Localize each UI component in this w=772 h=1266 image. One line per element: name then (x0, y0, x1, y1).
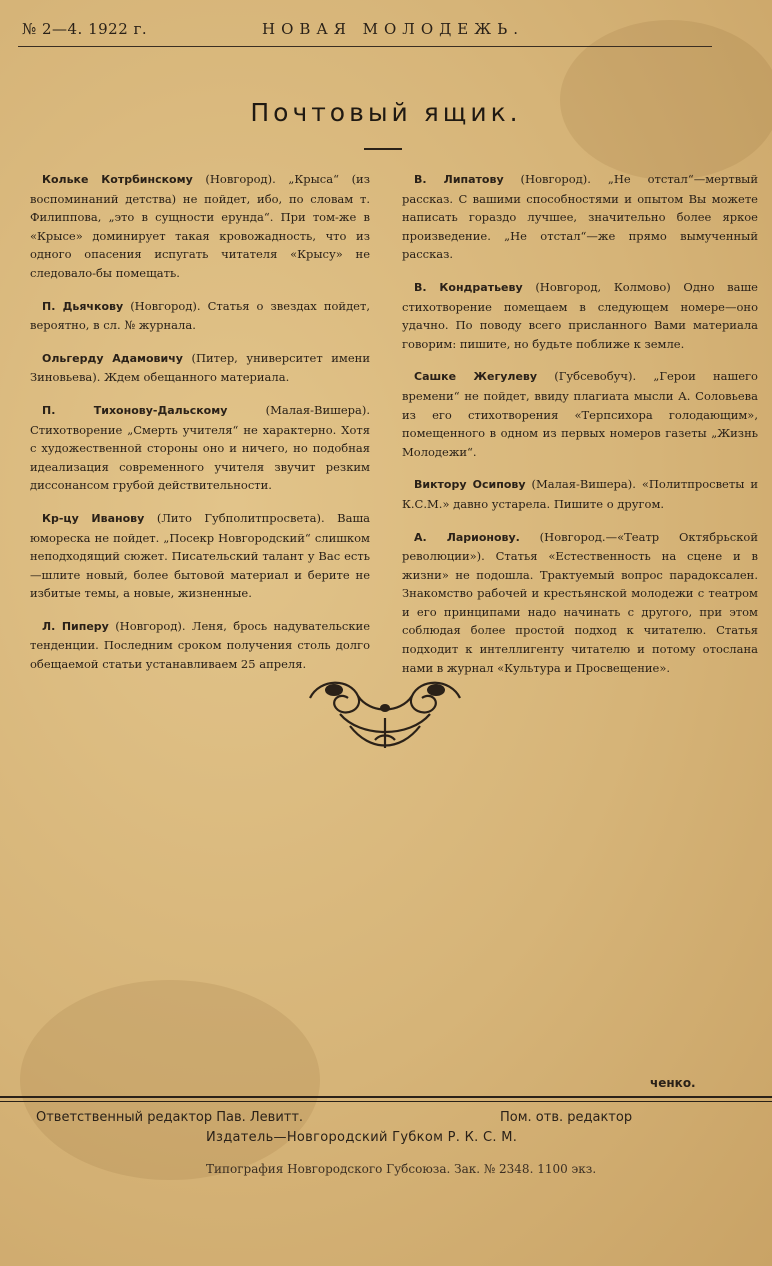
reply-text: (Новгород.—«Театр Октябрьской революции»). Статья «Естественность на сцене и в жизни» не подошла. Трактуемый вопрос парадоксален. Знакомство рабочей и крестьянской молодежи с театром и его принципами надо начинать с другого, при этом соблюдая более простой подход к читателю. Статья подходит к интеллигенту читателю и потому отослана нами в журнал «Культура и Просвещение». (402, 529, 758, 675)
letter-reply (30, 170, 370, 283)
addressee-name: В. Липатову (414, 173, 504, 186)
reply-text: (Новгород). Леня, брось надувательские тенденции. Последним сроком получения столь долго обещаемой статьи устанавливаем 25 апреля. (30, 618, 370, 672)
letter-reply (30, 401, 370, 495)
reply-text: (Лито Губполитпросвета). Ваша юмореска не пойдет. „Посекр Новгородский“ слишком неподходящий сюжет. Писательский талант у Вас есть—шлите новый, более бытовой материал и берите не избитые темы, а новые, жизненные. (30, 510, 370, 601)
addressee-name: П. Тихонову-Дальскому (42, 403, 228, 417)
reply-text: (Малая-Вишера). Стихотворение „Смерть учителя“ не характерно. Хотя с художественной стороны оно и ничего, но подобная идеализация современного учителя звучит резким диссонансом грубой действительности. (30, 402, 370, 493)
reply-text: (Новгород, Колмово) Одно ваше стихотворение помещаем в следующем номере—оно удачно. По поводу всего присланного Вами материала говорим: пишите, но будьте поближе к земле. (402, 279, 758, 351)
addressee-name: Кольке Котрбинскому (42, 173, 193, 186)
reply-text: (Новгород). Статья о звездах пойдет, вероятно, в сл. № журнала. (30, 298, 370, 333)
letter-reply (402, 170, 758, 264)
editor-line: Ответственный редактор Пав. Левитт. (36, 1110, 304, 1125)
letter-reply (30, 297, 370, 335)
footer-rule (0, 1096, 772, 1098)
reply-text: (Малая-Вишера). «Политпросветы и К.С.М.» давно устарела. Пишите о другом. (402, 477, 759, 511)
publisher-line: Издатель—Новгородский Губком Р. К. С. М. (206, 1130, 518, 1145)
title-rule (364, 148, 402, 150)
corner-text: ченко. (650, 1076, 696, 1090)
letter-reply (402, 367, 758, 461)
addressee-name: А. Ларионову. (414, 530, 520, 544)
masthead: НОВАЯ МОЛОДЕЖЬ. (262, 20, 524, 38)
paper-stain (20, 980, 320, 1180)
reply-text: (Новгород). „Не отстал“—мертвый рассказ. С вашими способностями и опытом Вы можете написать гораздо лучшее, значительно более яркое произведение. „Не отстал“—же прямо вымученный рассказ. (402, 172, 758, 262)
floral-ornament-icon (300, 668, 470, 752)
page-title: Почтовый ящик. (250, 98, 522, 127)
reply-text: (Губсевобуч). „Герои нашего времени“ не пойдет, ввиду плагиата мысли А. Соловьева из его стихотворения «Терпсихора голодающим», помещенного в одном из первых номеров газеты „Жизнь Молодежи“. (402, 369, 758, 459)
page-header (22, 20, 750, 42)
letter-reply (402, 278, 758, 353)
addressee-name: Виктору Осипову (414, 478, 526, 492)
assistant-editor-line: Пом. отв. редактор (500, 1110, 633, 1125)
issue-number: № 2—4. 1922 г. (22, 20, 148, 38)
letter-reply (402, 528, 758, 678)
addressee-name: Ольгерду Адамовичу (42, 351, 183, 365)
letter-reply (30, 617, 370, 674)
footer-rule (0, 1101, 772, 1102)
addressee-name: Кр-цу Иванову (42, 511, 145, 525)
letter-reply (30, 509, 370, 603)
addressee-name: В. Кондратьеву (414, 280, 523, 294)
right-column (402, 170, 758, 691)
reply-text: (Питер, университет имени Зиновьева). Ждем обещанного материала. (30, 350, 370, 385)
addressee-name: Сашке Жегулеву (414, 370, 538, 384)
letter-reply (30, 349, 370, 387)
letter-reply (402, 475, 758, 513)
header-rule (18, 46, 712, 47)
reply-text: (Новгород). „Крыса“ (из воспоминаний детства) не пойдет, ибо, по словам т. Филиппова, „это в сущности ерунда“. При том-же в «Крысе» доминирует такая кровожадность, что из одного опасения испугать читателя «Крысу» не следовало-бы помещать. (30, 172, 370, 280)
addressee-name: Л. Пиперу (42, 619, 109, 633)
printer-line: Типография Новгородского Губсоюза. Зак. № 2348. 1100 экз. (206, 1162, 597, 1176)
addressee-name: П. Дьячкову (42, 299, 124, 313)
left-column (30, 170, 370, 688)
